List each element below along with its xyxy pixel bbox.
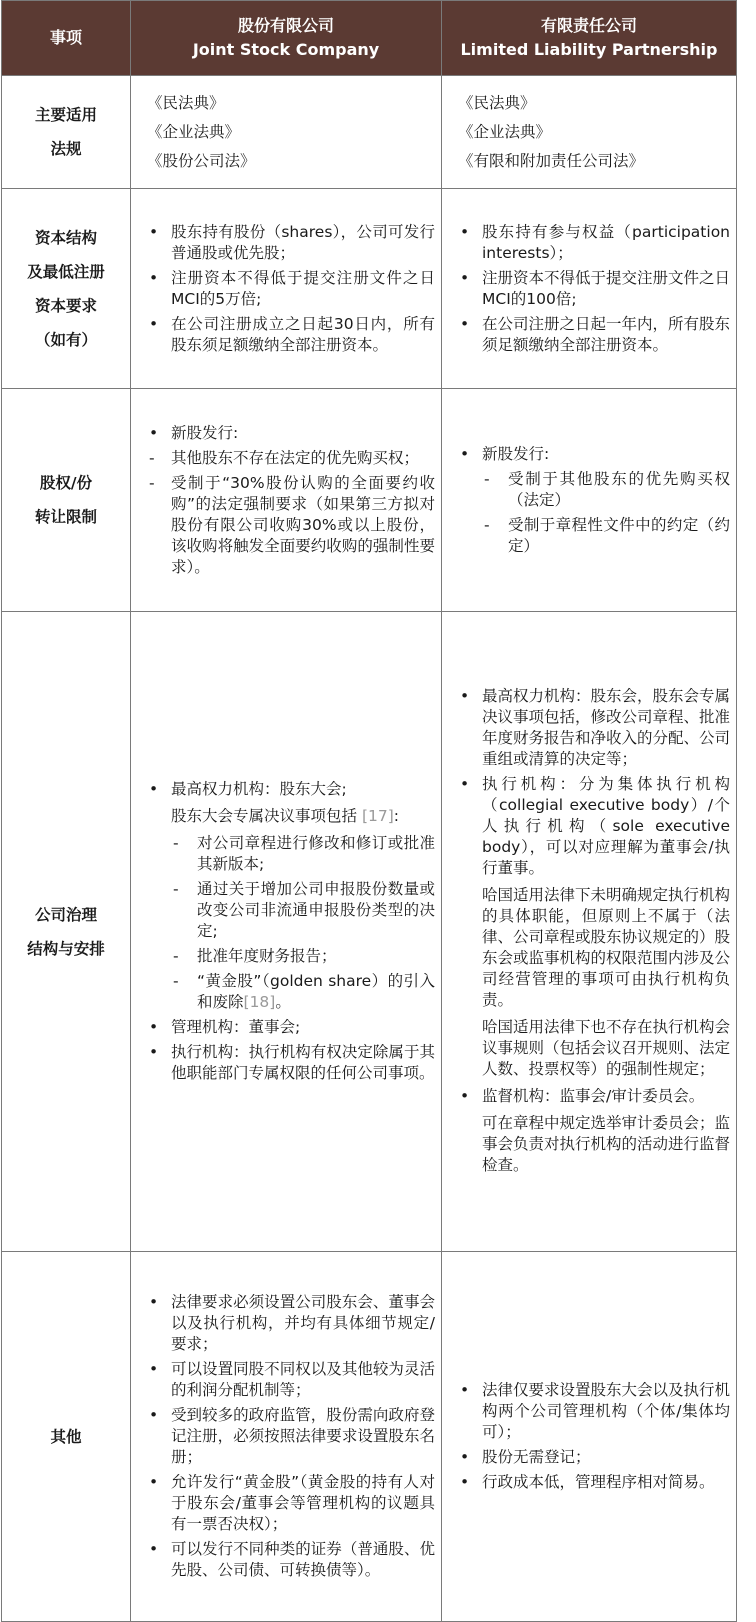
header-row — [2, 1, 737, 76]
row-label — [2, 389, 131, 612]
row-label-line: （如有） — [34, 330, 97, 349]
continuation-text: 可在章程中规定选举审计委员会；监事会负责对执行机构的活动进行监督检查。 — [482, 1113, 731, 1174]
row-applicable-laws — [2, 76, 737, 189]
list-item: • 法律要求必须设置公司股东会、董事会以及执行机构，并均有具体细节规定/要求； — [141, 1292, 435, 1355]
footnote-ref[interactable]: [18] — [243, 993, 276, 1011]
header-jsc-en: Joint Stock Company — [192, 40, 380, 59]
list-item: • 监督机构：监事会/审计委员会。 — [452, 1086, 730, 1107]
list-item: • 在公司注册成立之日起30日内，所有股东须足额缴纳全部注册资本。 — [141, 314, 435, 356]
continuation-text: 哈国适用法律下也不存在执行机构会议事规则（包括会议召开规则、法定人数、投票权等）的强制性规定； — [482, 1017, 731, 1078]
row-capital — [2, 189, 737, 389]
cell-llp — [442, 389, 737, 612]
row-transfer-restrictions — [2, 389, 737, 612]
list-item: • 在公司注册之日起一年内，所有股东须足额缴纳全部注册资本。 — [452, 314, 730, 356]
bullet-list — [452, 686, 730, 879]
header-jsc — [131, 1, 442, 76]
cont-text: 股东大会专属决议事项包括 — [171, 807, 358, 825]
sub-text: “黄金股”（golden share）的引入和废除 — [197, 972, 435, 1011]
cell-llp — [442, 76, 737, 189]
header-jsc-cn: 股份有限公司 — [237, 16, 334, 35]
list-item: • 管理机构：董事会; — [141, 1017, 435, 1038]
header-llp — [442, 1, 737, 76]
row-other — [2, 1252, 737, 1622]
row-label-line: 及最低注册 — [27, 262, 105, 281]
row-label-line: 结构与安排 — [27, 939, 105, 958]
law-item: 《股份公司法》 — [147, 151, 256, 170]
cell-jsc — [131, 189, 442, 389]
cell-llp — [442, 1252, 737, 1622]
row-label — [2, 1252, 131, 1622]
list-item: • 执行机构：分为集体执行机构（collegial executive body）/个人执行机构（sole executive body），可以对应理解为董事会/执行董事。 — [452, 774, 730, 879]
bullet-list — [452, 222, 730, 356]
bullet-list — [141, 779, 435, 800]
law-item: 《民法典》 — [147, 93, 225, 112]
list-item: • 最高权力机构：股东大会; — [141, 779, 435, 800]
row-label — [2, 189, 131, 389]
continuation-text — [141, 806, 435, 827]
row-governance — [2, 612, 737, 1252]
list-item: • 新股发行: — [141, 423, 435, 444]
list-item: • 执行机构：执行机构有权决定除属于其他职能部门专属权限的任何公司事项。 — [141, 1042, 435, 1084]
bullet-list — [141, 1017, 435, 1084]
cell-jsc — [131, 612, 442, 1252]
bullet-list — [452, 1086, 730, 1107]
header-item-label: 事项 — [49, 28, 82, 47]
list-item: • 股东持有参与权益（participation interests）； — [452, 222, 730, 264]
header-llp-en: Limited Liability Partnership — [460, 40, 718, 59]
cell-jsc — [131, 76, 442, 189]
law-item: 《民法典》 — [458, 93, 536, 112]
list-item: • 法律仅要求设置股东大会以及执行机构两个公司管理机构（个体/集体均可）； — [452, 1380, 730, 1443]
list-item: - 受制于章程性文件中的约定（约定） — [452, 515, 730, 557]
header-item — [2, 1, 131, 76]
cell-jsc — [131, 389, 442, 612]
bullet-list — [141, 1292, 435, 1581]
row-label-line: 转让限制 — [34, 508, 97, 526]
law-item: 《有限和附加责任公司法》 — [458, 151, 645, 170]
list-item: - 受制于“30%股份认购的全面要约收购”的法定强制要求（如果第三方拟对股份有限公司收购30%或以上股份，该收购将触发全面要约收购的强制性要求）。 — [141, 473, 435, 578]
sub-list — [141, 833, 435, 1013]
list-item: - 受制于其他股东的优先购买权（法定） — [452, 469, 730, 511]
period: 。 — [275, 993, 291, 1011]
cell-jsc — [131, 1252, 442, 1622]
bullet-list — [452, 1380, 730, 1493]
list-item: - 其他股东不存在法定的优先购买权； — [141, 448, 435, 469]
continuation-text: 哈国适用法律下未明确规定执行机构的具体职能，但原则上不属于（法律、公司章程或股东协议规定的）股东会或监事机构的权限范围内涉及公司经营管理的事项可由执行机构负责。 — [482, 885, 731, 1009]
list-item: • 受到较多的政府监管，股份需向政府登记注册，必须按照法律要求设置股东名册； — [141, 1405, 435, 1468]
list-item: • 新股发行: — [452, 444, 730, 465]
row-label-line: 主要适用 — [34, 106, 97, 124]
list-item: • 允许发行“黄金股”（黄金股的持有人对于股东会/董事会等管理机构的议题具有一票否决权）； — [141, 1472, 435, 1535]
list-item: • 股份无需登记； — [452, 1447, 730, 1468]
list-item: - 对公司章程进行修改和修订或批准其新版本; — [141, 833, 435, 875]
list-item: • 可以设置同股不同权以及其他较为灵活的利润分配机制等； — [141, 1359, 435, 1401]
footnote-ref[interactable]: [17] — [361, 807, 394, 825]
bullet-list — [452, 444, 730, 557]
cell-llp — [442, 189, 737, 389]
row-label-line: 公司治理 — [34, 905, 97, 924]
list-item: - 通过关于增加公司申报股份数量或改变公司非流通申报股份类型的决定; — [141, 879, 435, 942]
law-item: 《企业法典》 — [458, 122, 552, 141]
list-item: • 注册资本不得低于提交注册文件之日MCI的5万倍; — [141, 268, 435, 310]
row-label-line: 其他 — [50, 1427, 82, 1446]
colon: : — [393, 807, 400, 825]
list-item: • 可以发行不同种类的证券（普通股、优先股、公司债、可转换债等）。 — [141, 1539, 435, 1581]
list-item: - 批准年度财务报告； — [141, 946, 435, 967]
bullet-list — [141, 423, 435, 578]
list-item: • 行政成本低，管理程序相对简易。 — [452, 1472, 730, 1493]
list-item: • 最高权力机构：股东会，股东会专属决议事项包括，修改公司章程、批准年度财务报告和净收入的分配、公司重组或清算的决定等； — [452, 686, 730, 770]
row-label — [2, 612, 131, 1252]
bullet-list — [141, 222, 435, 356]
row-label-line: 资本要求 — [34, 296, 97, 315]
law-item: 《企业法典》 — [147, 122, 241, 141]
header-llp-cn: 有限责任公司 — [540, 16, 637, 35]
list-item: • 股东持有股份（shares），公司可发行普通股或优先股； — [141, 222, 435, 264]
list-item: • 注册资本不得低于提交注册文件之日MCI的100倍; — [452, 268, 730, 310]
list-item — [141, 971, 435, 1013]
row-label-line: 资本结构 — [34, 228, 97, 247]
row-label-line: 股权/份 — [39, 474, 93, 492]
row-label — [2, 76, 131, 189]
row-label-line: 法规 — [50, 140, 82, 158]
cell-llp — [442, 612, 737, 1252]
comparison-table — [1, 0, 737, 1622]
